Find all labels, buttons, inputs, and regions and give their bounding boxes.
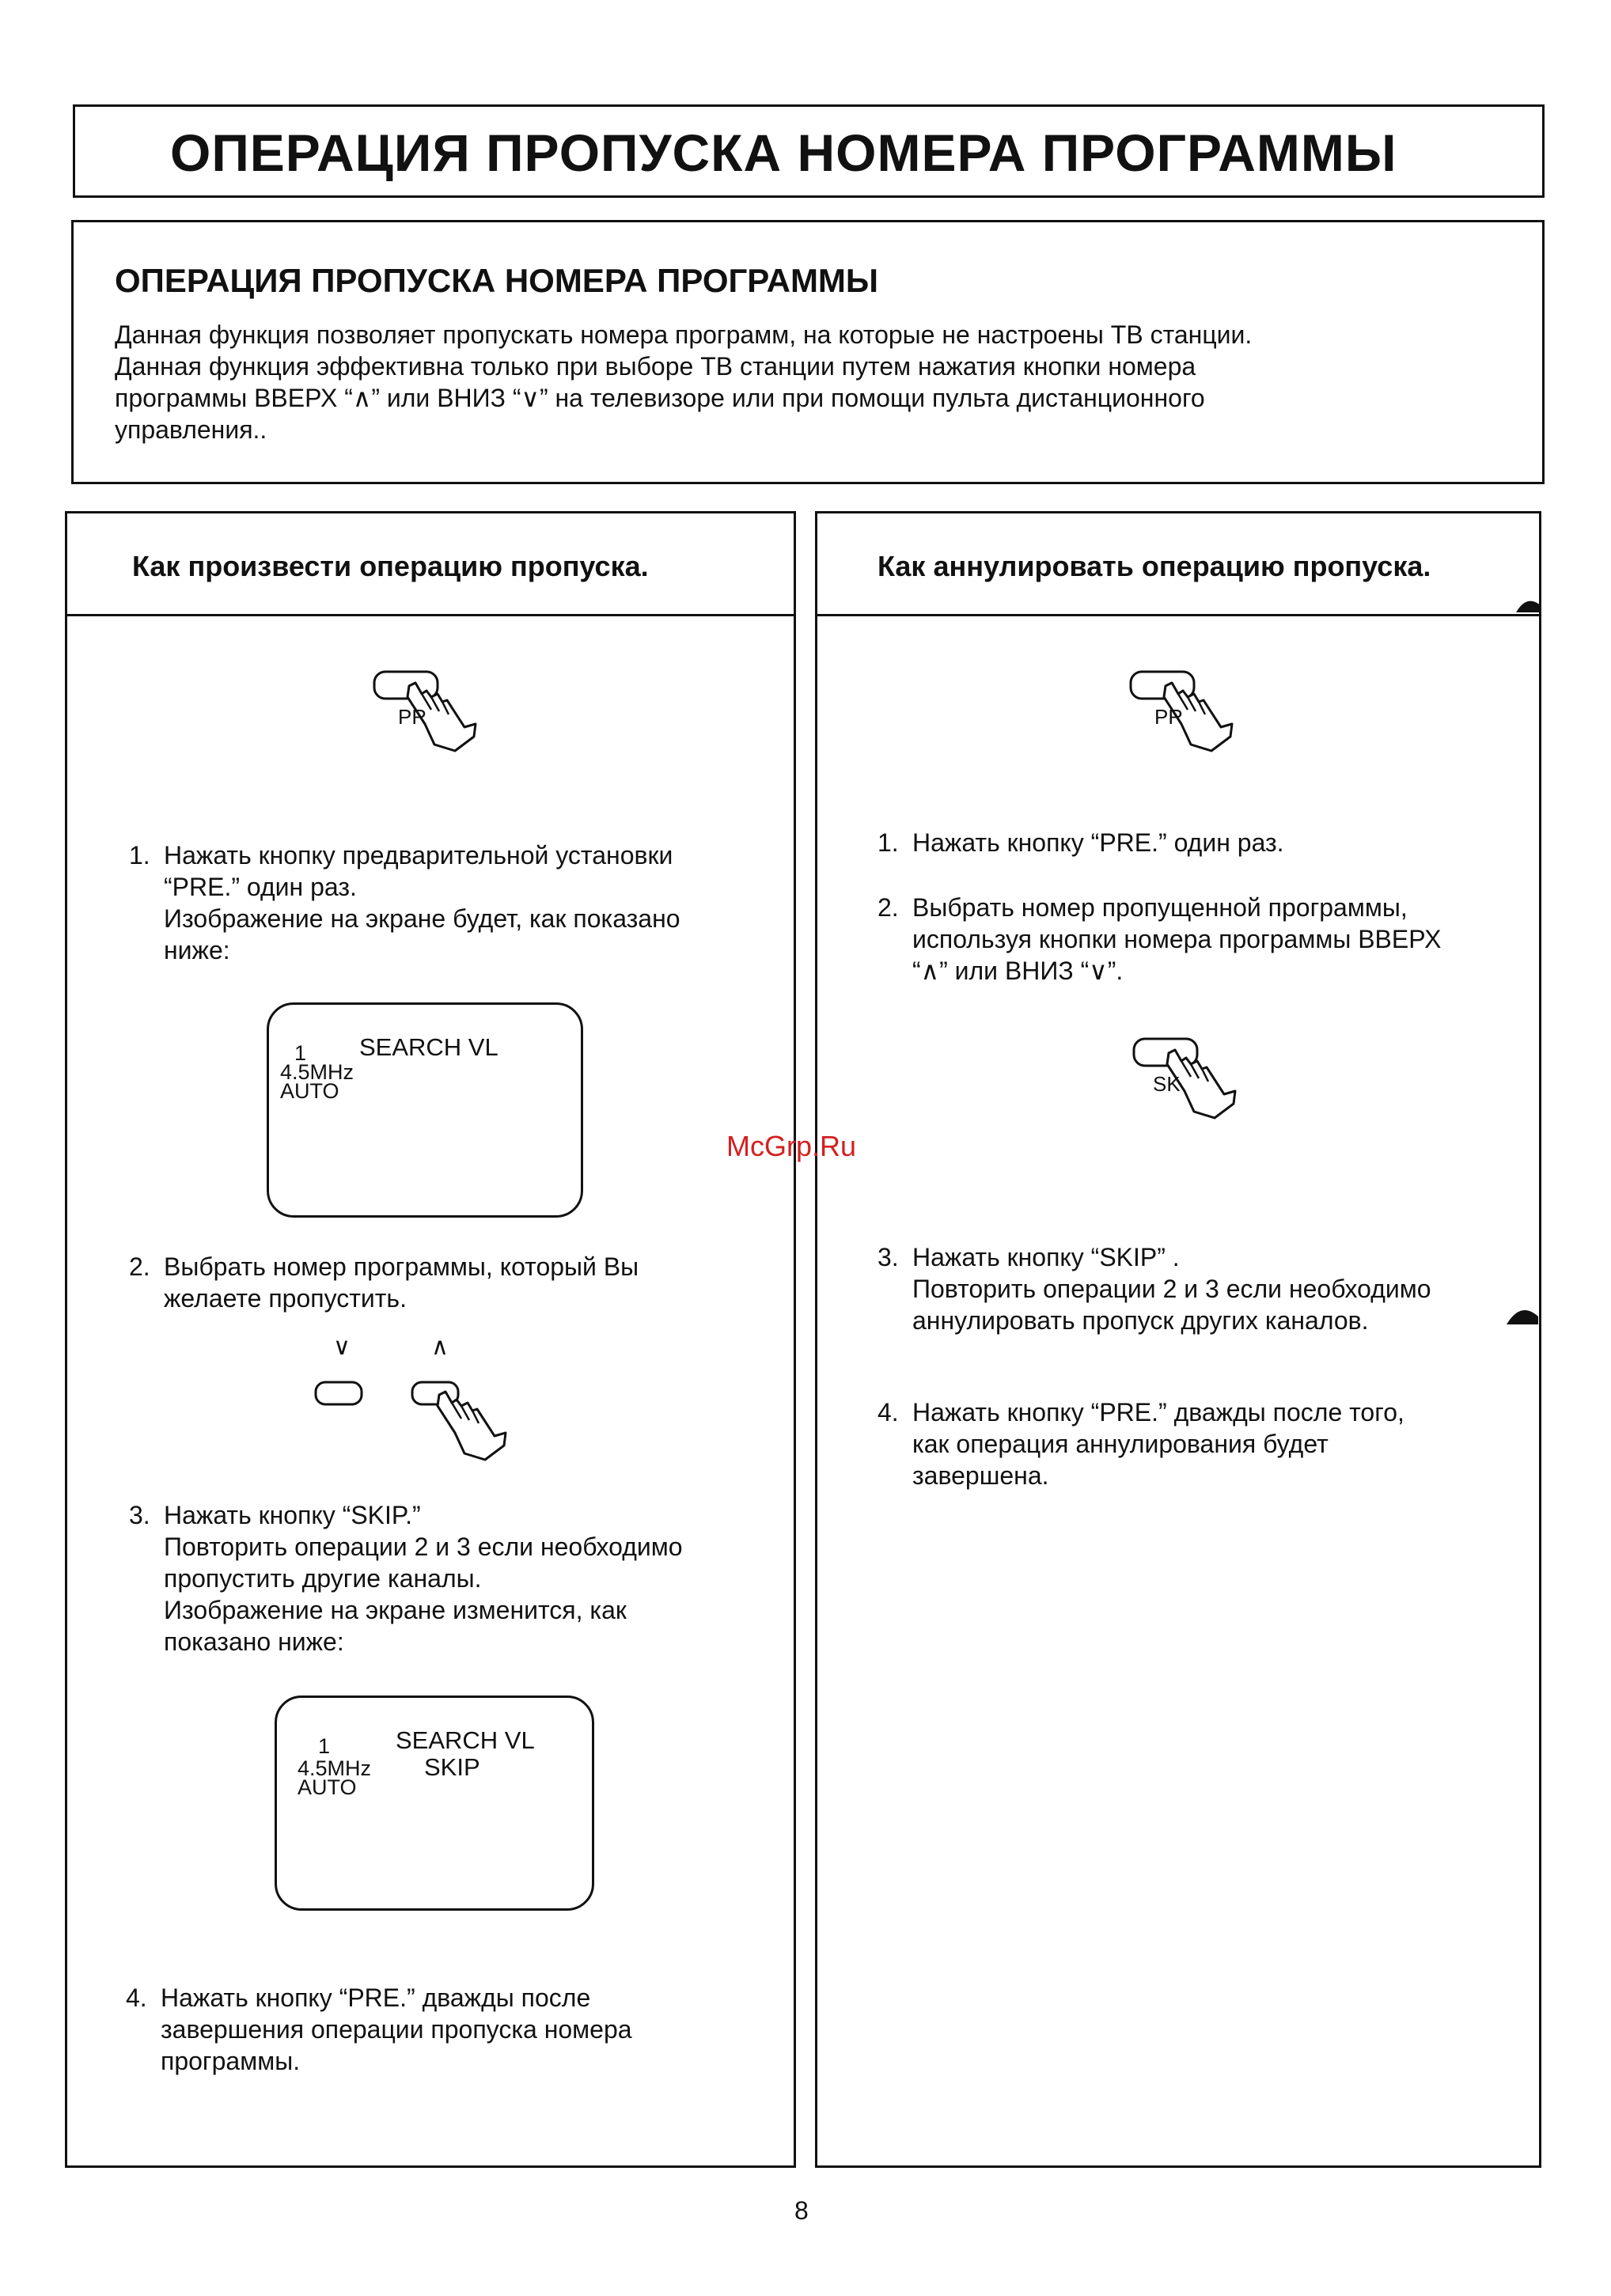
step-number: 3. — [129, 1501, 150, 1529]
pressing-hand-icon — [313, 1333, 613, 1468]
screen-channel: 1 — [294, 1041, 307, 1065]
step-text: Нажать кнопку “SKIP” . — [912, 1243, 1180, 1271]
screen-auto: AUTO — [280, 1079, 339, 1103]
step-text: Нажать кнопку “PRE.” дважды после — [161, 1983, 591, 2012]
cancel-skip-panel — [815, 511, 1541, 2168]
up-arrow-label: ∧ — [431, 1334, 449, 1360]
page-title-box — [73, 104, 1545, 198]
intro-line-2: Данная функция эффективна только при выборе ТВ станции путем нажатия кнопки номера — [115, 352, 1196, 381]
screen-mode: SEARCH VL — [359, 1033, 498, 1061]
step-text: Изображение на экране будет, как показано — [164, 904, 680, 933]
step-number: 4. — [878, 1398, 899, 1426]
step-text: Повторить операции 2 и 3 если необходимо — [912, 1275, 1431, 1303]
pressing-hand-icon — [368, 669, 495, 771]
tv-screen-skip — [275, 1695, 594, 1911]
step-text: показано ниже: — [164, 1627, 344, 1656]
screen-frequency: 4.5MHz — [280, 1060, 354, 1084]
step-text: завершения операции пропуска номера — [161, 2015, 632, 2044]
step-text: аннулировать пропуск других каналов. — [912, 1306, 1369, 1335]
intro-line-3: программы ВВЕРХ “∧” или ВНИЗ “∨” на телевизоре или при помощи пульта дистанционного — [115, 384, 1205, 412]
step-text: как операция аннулирования будет — [912, 1430, 1329, 1458]
cancel-skip-title: Как аннулировать операцию пропуска. — [878, 550, 1431, 582]
page-title: ОПЕРАЦИЯ ПРОПУСКА НОМЕРА ПРОГРАММЫ — [170, 123, 1397, 182]
step-text: Нажать кнопку “PRE.” дважды после того, — [912, 1398, 1404, 1426]
step-text: используя кнопки номера программы ВВЕРХ — [912, 925, 1442, 953]
skip-button-press-illustration — [1128, 1036, 1254, 1139]
skip-procedure-title: Как произвести операцию пропуска. — [132, 550, 649, 582]
step-text: желаете пропустить. — [164, 1284, 407, 1313]
cancel-skip-header — [817, 513, 1539, 616]
binding-hole-mark — [1513, 589, 1545, 620]
pre-button-press-illustration — [368, 669, 495, 771]
step-number: 2. — [129, 1252, 150, 1281]
skip-procedure-panel — [65, 511, 796, 2168]
step-text: пропустить другие каналы. — [164, 1564, 482, 1593]
skip-button-label: SK — [1153, 1072, 1181, 1096]
pre-button-press-illustration — [1124, 669, 1251, 771]
pressing-hand-icon — [1128, 1036, 1254, 1139]
up-down-buttons-illustration — [313, 1333, 613, 1468]
step-text: Нажать кнопку “SKIP.” — [164, 1501, 421, 1529]
screen-skip: SKIP — [424, 1753, 480, 1781]
pre-button-label: PR — [1154, 705, 1184, 729]
step-number: 4. — [126, 1983, 147, 2012]
skip-procedure-header — [67, 513, 794, 616]
step-number: 1. — [878, 828, 899, 857]
step-text: Выбрать номер пропущенной программы, — [912, 893, 1408, 922]
step-text: Повторить операции 2 и 3 если необходимо — [164, 1533, 683, 1561]
step-text: завершена. — [912, 1461, 1049, 1490]
intro-text — [115, 319, 1507, 445]
watermark: McGrp.Ru — [726, 1130, 857, 1162]
step-number: 2. — [878, 893, 899, 922]
step-text: Выбрать номер программы, который Вы — [164, 1252, 639, 1281]
screen-channel: 1 — [318, 1734, 331, 1758]
pressing-hand-icon — [1124, 669, 1251, 771]
step-text: ниже: — [164, 936, 230, 964]
step-text: Изображение на экране изменится, как — [164, 1596, 627, 1624]
step-text: программы. — [161, 2047, 301, 2075]
screen-mode: SEARCH VL — [396, 1726, 535, 1754]
screen-auto: AUTO — [298, 1775, 357, 1799]
intro-section — [71, 220, 1545, 484]
screen-frequency: 4.5MHz — [298, 1756, 372, 1780]
step-text: “∧” или ВНИЗ “∨”. — [912, 957, 1124, 985]
pre-button-label: PR — [398, 705, 427, 729]
step-number: 3. — [878, 1243, 899, 1271]
step-text: Нажать кнопку “PRE.” один раз. — [912, 828, 1284, 857]
step-text: Нажать кнопку предварительной установки — [164, 841, 673, 870]
intro-title: ОПЕРАЦИЯ ПРОПУСКА НОМЕРА ПРОГРАММЫ — [115, 262, 879, 299]
binding-hole-mark — [1503, 1294, 1541, 1332]
intro-line-1: Данная функция позволяет пропускать номера программ, на которые не настроены ТВ станции. — [115, 320, 1253, 349]
page-number: 8 — [794, 2196, 809, 2225]
down-arrow-label: ∨ — [333, 1334, 351, 1360]
step-number: 1. — [129, 841, 150, 870]
intro-line-4: управления.. — [115, 415, 267, 444]
step-text: “PRE.” один раз. — [164, 873, 357, 901]
tv-screen-search — [267, 1002, 583, 1218]
